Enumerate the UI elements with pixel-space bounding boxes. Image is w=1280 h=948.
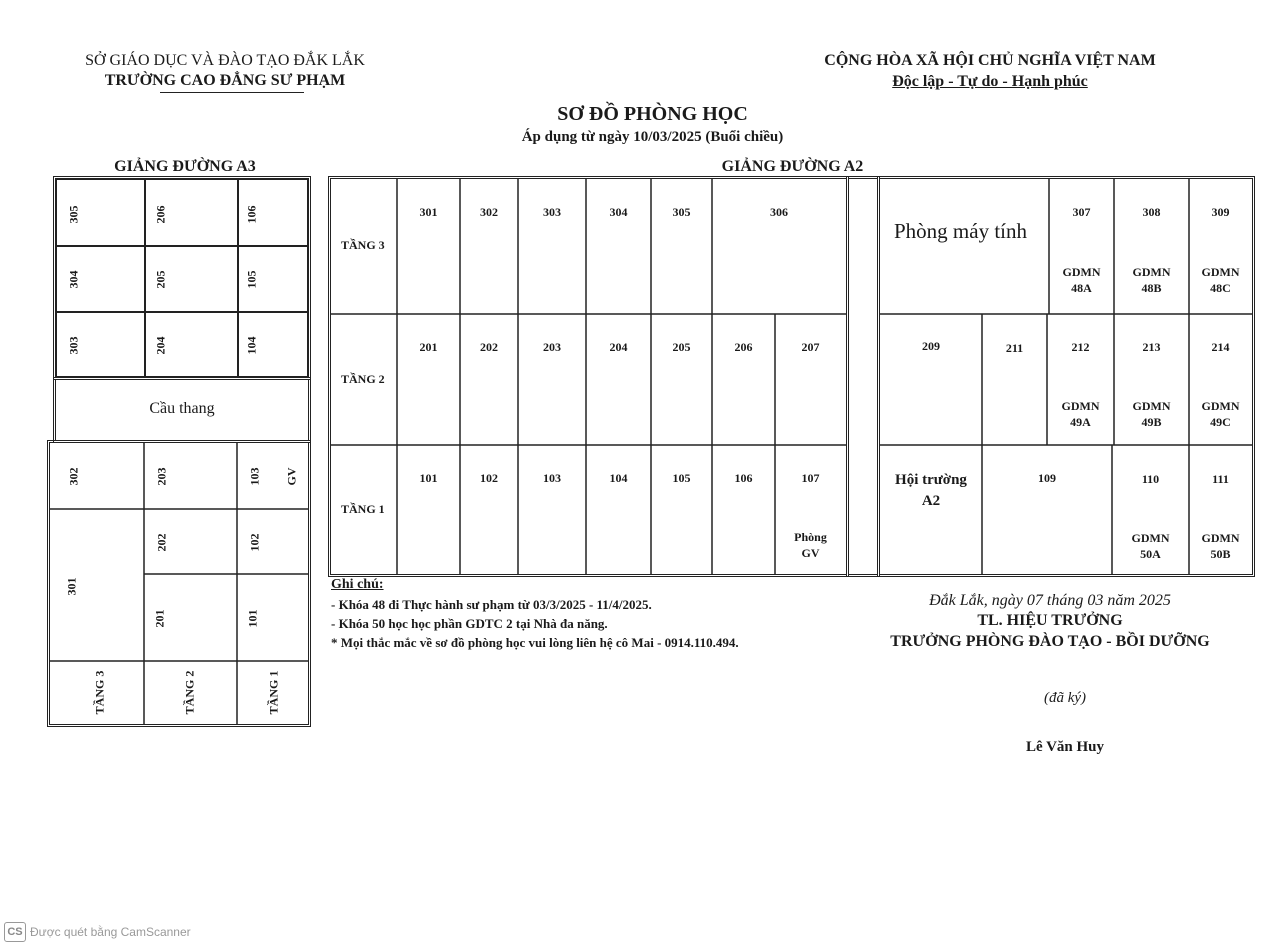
room-a2-102: 102 [480,471,498,485]
ministry-name: SỞ GIÁO DỤC VÀ ĐÀO TẠO ĐẮK LẮK [85,52,365,69]
room-a2-209: 209 [922,339,940,353]
room-a3-205 [145,246,238,312]
room-a2-206: 206 [734,340,753,354]
room-number: 106 [244,205,259,224]
room-a2-301: 301 [419,205,438,219]
class-label: 49A [1070,415,1091,429]
school-underline [160,92,304,93]
phong-gv-line1: Phòng [794,530,827,544]
camscanner-watermark: Được quét bằng CamScanner [30,925,191,939]
stairs-label: Cầu thang [149,400,215,417]
room-a2-203: 203 [543,340,561,354]
room-number: 104 [244,336,259,355]
a2-floor-2-label: TẦNG 2 [341,372,385,386]
class-label: 50B [1210,547,1231,561]
note-item-1: - Khóa 48 đi Thực hành sư phạm từ 03/3/2025 - 11/4/2025. [331,597,652,612]
room-a3-101: 101 [245,609,260,628]
room-a2-103: 103 [543,471,561,485]
class-label: GDMN [1201,265,1240,279]
page-subtitle: Áp dụng từ ngày 10/03/2025 (Buổi chiều) [521,129,784,145]
a3-floor-3: TẦNG 3 [92,670,107,715]
a3-lower-block [47,440,311,727]
room-a3-203: 203 [154,467,169,486]
a2-floor-1-label: TẦNG 1 [341,502,385,516]
room-a3-104 [238,312,308,377]
a3-stairs [53,377,311,443]
note-item-2: - Khóa 50 học học phần GDTC 2 tại Nhà đa năng. [331,616,608,631]
class-label: 49C [1210,415,1231,429]
room-a2-309: 309 [1211,205,1230,219]
room-a2-305: 305 [672,205,691,219]
a2-floor-3-label: TẦNG 3 [341,238,385,252]
class-label: GDMN [1201,399,1240,413]
signer-title-2: TRƯỞNG PHÒNG ĐÀO TẠO - BỒI DƯỠNG [890,633,1210,650]
room-a3-202: 202 [154,533,169,552]
room-a2-109: 109 [1038,471,1056,485]
a2-right-wing [877,176,1255,577]
room-number: 105 [244,270,259,289]
room-a2-211: 211 [1005,341,1024,355]
room-number: 204 [153,336,168,355]
class-label: 50A [1140,547,1161,561]
room-number: 206 [153,205,168,224]
room-a2-101: 101 [419,471,438,485]
room-a3-303 [56,312,145,377]
class-label: GDMN [1062,265,1101,279]
room-a2-205: 205 [672,340,691,354]
class-label: GDMN [1061,399,1100,413]
camscanner-logo-icon: CS [4,922,26,942]
room-a3-302: 302 [66,467,81,486]
room-a3-204 [145,312,238,377]
room-a3-206 [145,179,238,246]
room-a2-207: 207 [801,340,820,354]
room-a3-201: 201 [152,609,167,628]
room-a3-105 [238,246,308,312]
signer-title-1: TL. HIỆU TRƯỞNG [977,612,1123,629]
class-label: GDMN [1131,531,1170,545]
room-a2-104: 104 [609,471,628,485]
room-a3-gv: GV [284,467,299,486]
notes-heading: Ghi chú: [331,577,384,592]
room-a3-305 [56,179,145,246]
room-a2-302: 302 [480,205,498,219]
page-title: SƠ ĐỒ PHÒNG HỌC [557,103,748,125]
signer-name: Lê Văn Huy [1025,739,1105,755]
room-a2-306: 306 [770,205,788,219]
room-a2-201: 201 [419,340,438,354]
hall-a2-line2: A2 [921,493,941,509]
room-a2-110: 110 [1141,472,1160,486]
class-label: 48C [1210,281,1231,295]
phong-gv-line2: GV [801,546,820,560]
room-a3-106 [238,179,308,246]
class-label: 49B [1141,415,1162,429]
class-label: GDMN [1132,265,1171,279]
a3-floor-1: TẦNG 1 [266,670,281,715]
room-number: 303 [66,336,81,355]
a3-heading: GIẢNG ĐƯỜNG A3 [114,158,256,175]
room-number: 305 [66,205,81,224]
room-a3-301: 301 [64,577,79,596]
room-number: 205 [153,270,168,289]
room-a2-106: 106 [734,471,753,485]
place-date: Đắk Lắk, ngày 07 tháng 03 năm 2025 [929,592,1171,609]
a2-corridor [846,176,880,577]
class-label: 48A [1071,281,1092,295]
room-a2-204: 204 [609,340,628,354]
room-a2-213: 213 [1142,340,1161,354]
a2-left-wing [328,176,849,577]
computer-room: Phòng máy tính [894,219,1028,243]
room-a2-214: 214 [1211,340,1230,354]
signed-mark: (đã ký) [1043,690,1087,706]
a3-upper-block [53,176,311,380]
room-a2-304: 304 [609,205,628,219]
a2-heading: GIẢNG ĐƯỜNG A2 [721,158,864,175]
school-name: TRƯỜNG CAO ĐẲNG SƯ PHẠM [104,72,346,89]
room-a3-304 [56,246,145,312]
class-label: 48B [1141,281,1162,295]
room-a2-202: 202 [480,340,498,354]
room-a2-212: 212 [1071,340,1090,354]
room-a2-105: 105 [672,471,691,485]
room-a2-303: 303 [543,205,561,219]
room-a2-307: 307 [1072,205,1091,219]
class-label: GDMN [1132,399,1171,413]
room-number: 304 [66,270,81,289]
class-label: GDMN [1201,531,1240,545]
country-name: CỘNG HÒA XÃ HỘI CHỦ NGHĨA VIỆT NAM [824,52,1156,69]
room-a3-102: 102 [247,533,262,552]
room-a2-308: 308 [1142,205,1161,219]
hall-a2-line1: Hội trường [895,472,967,488]
motto: Độc lập - Tự do - Hạnh phúc [892,73,1088,90]
note-item-3: * Mọi thắc mắc về sơ đồ phòng học vui lòng liên hệ cô Mai - 0914.110.494. [331,635,739,650]
room-a3-103: 103 [247,467,262,486]
a3-floor-2: TẦNG 2 [182,670,197,715]
room-a2-111: 111 [1212,472,1229,486]
room-a2-107: 107 [801,471,820,485]
a2-left-grid [331,179,846,574]
